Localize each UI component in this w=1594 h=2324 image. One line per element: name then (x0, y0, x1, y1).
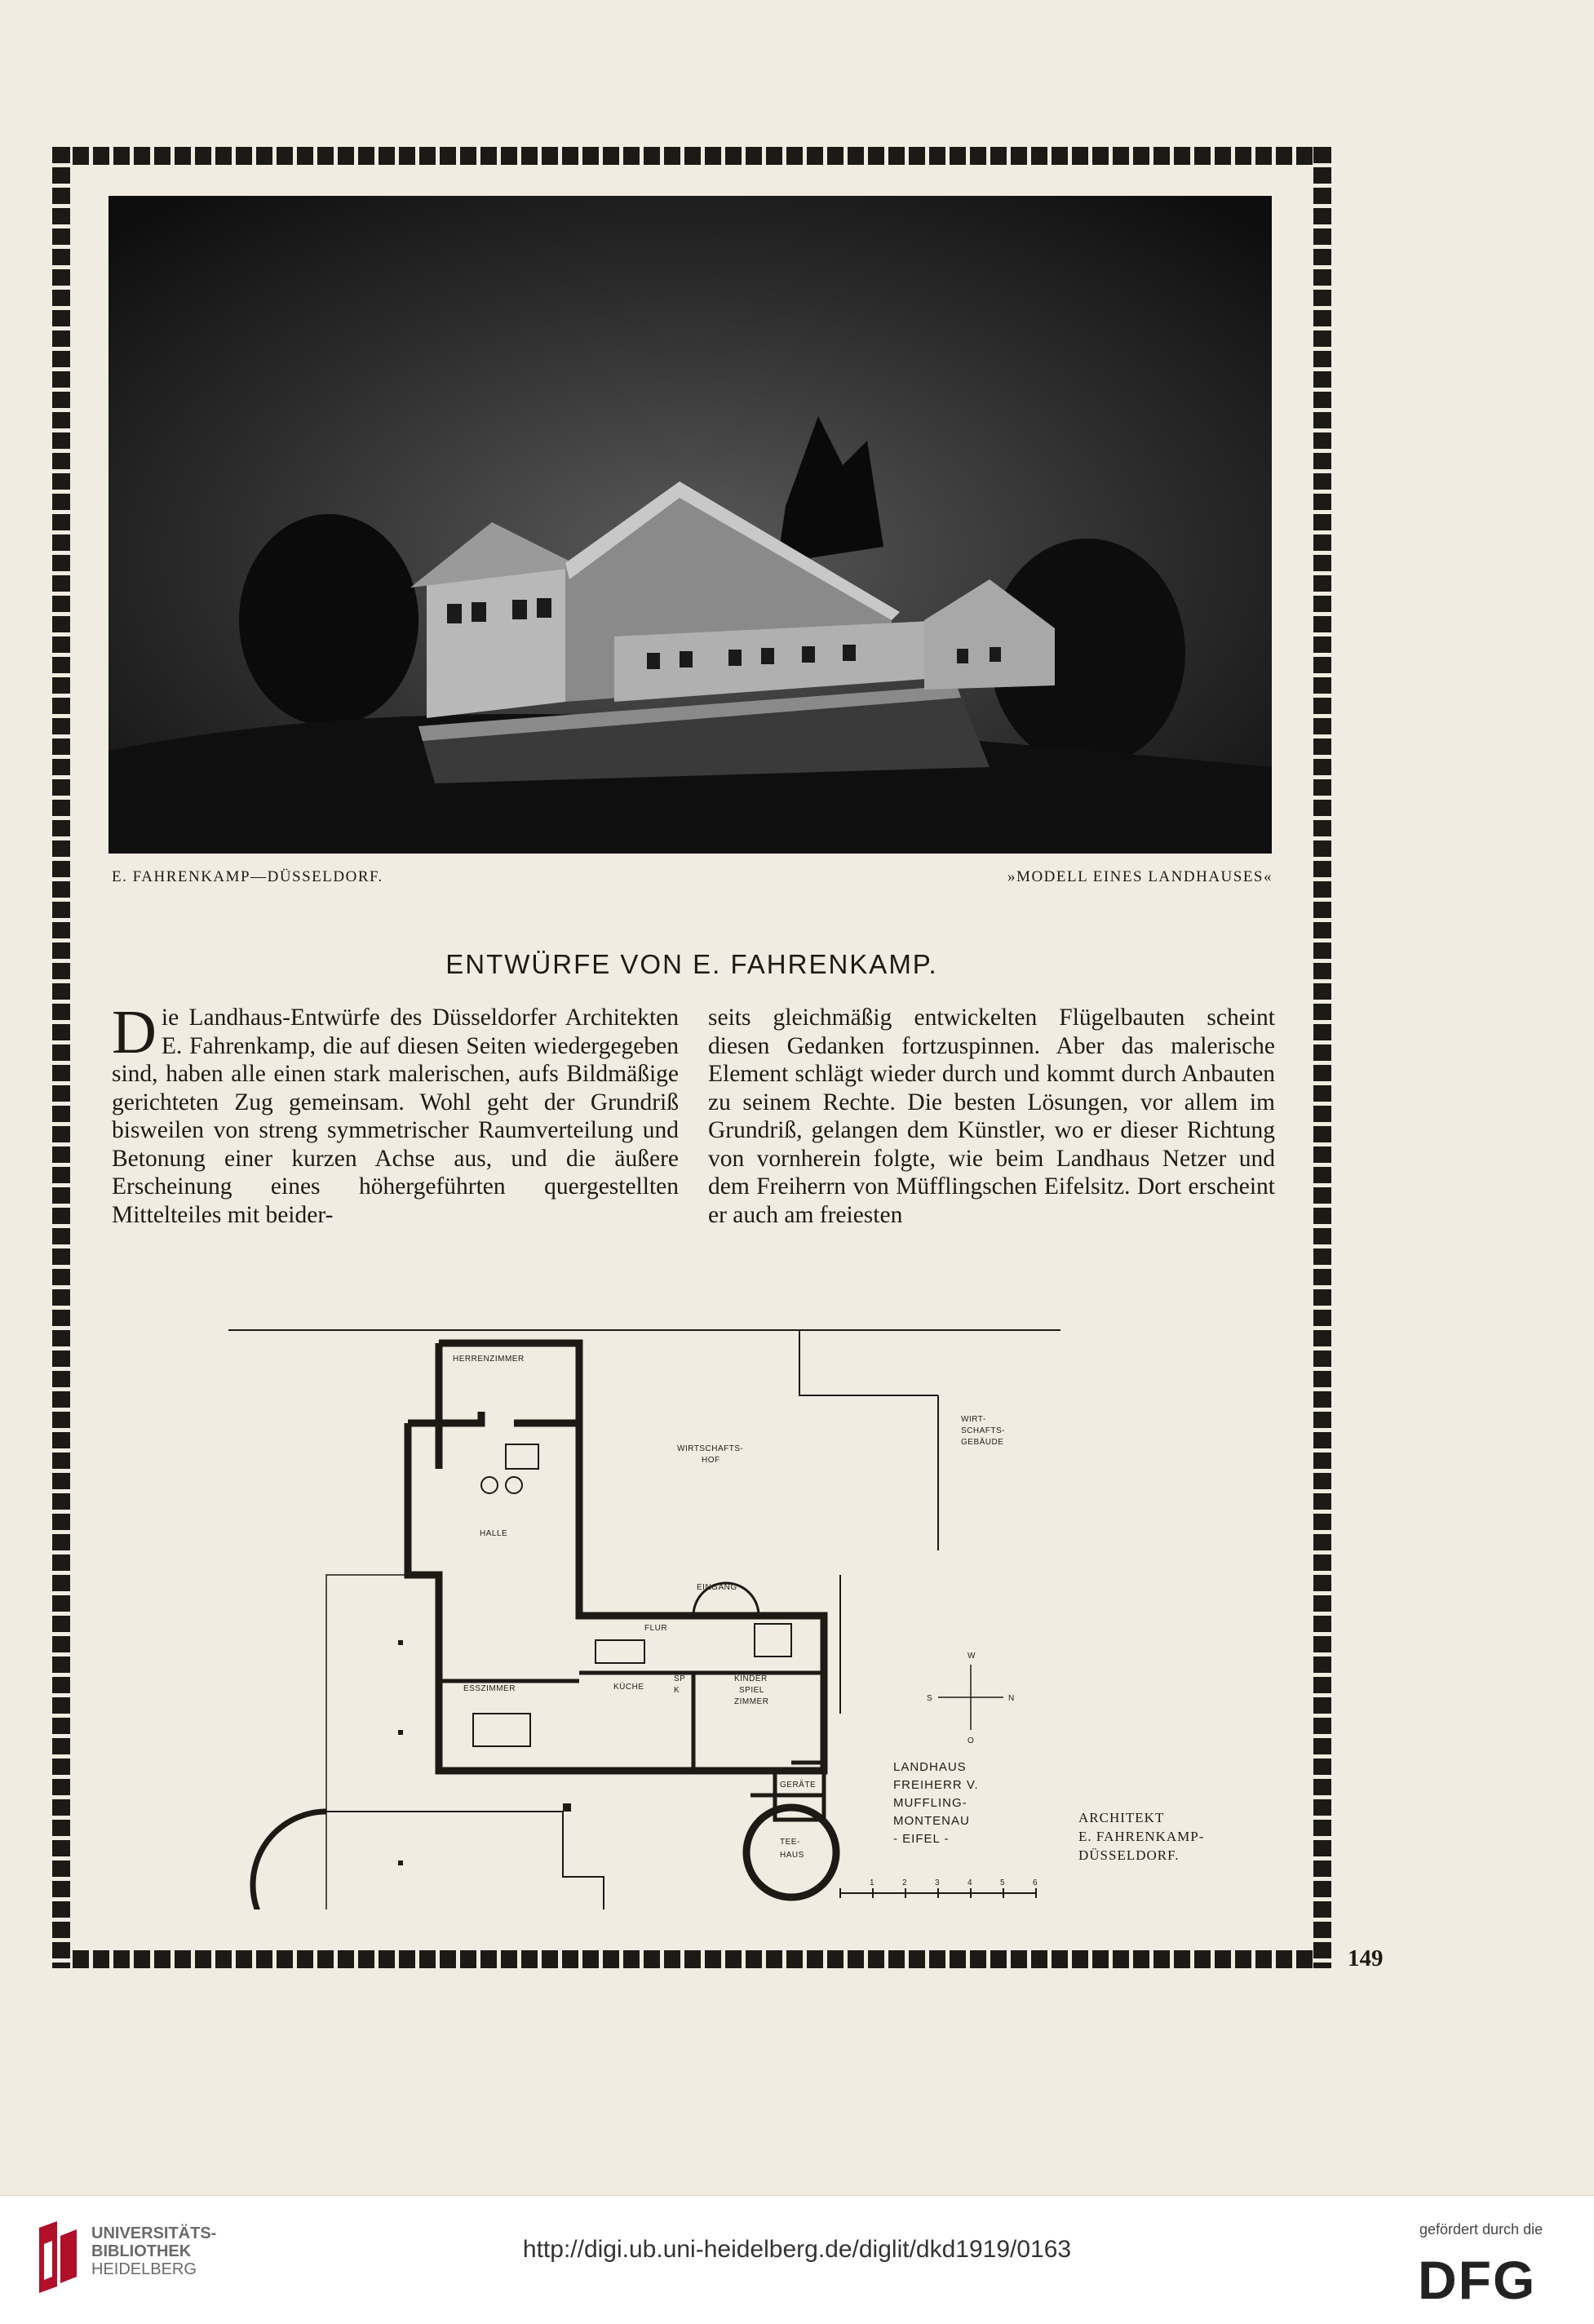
decorative-frame-left (52, 147, 70, 1968)
room-label-flur: FLUR (644, 1624, 668, 1633)
scale-label-3: 3 (935, 1878, 941, 1887)
room-label-gebaude-1: WIRT- (961, 1415, 986, 1424)
scale-label-6: 6 (1033, 1878, 1038, 1887)
funding-note: gefördert durch die (1419, 2221, 1543, 2238)
drop-cap: D (112, 998, 157, 1067)
plan-title-line-3: MUFFLING- (893, 1796, 967, 1810)
article-text-left: ie Landhaus-Entwürfe des Düsseldorfer Architekten E. Fahrenkamp, die auf diesen Seiten wiedergegeben sind, haben alle einen stark malerischen, aufs Bildmäßige gerichteten Zug gemeinsam. Wohl geht der Grundriß bisweilen von streng symmetrischer Raumverteilung und Betonung einer kurzen Achse aus, und die äußere Erscheinung eines höhergeführten quergestellten Mittelteiles mit beider- (112, 1005, 679, 1228)
library-name-line-1: UNIVERSITÄTS- (91, 2224, 217, 2242)
room-label-herrenzimmer: HERRENZIMMER (453, 1355, 525, 1364)
compass-s: S (927, 1694, 933, 1703)
decorative-frame-right (1313, 147, 1331, 1968)
room-label-kinder: KINDER (734, 1674, 768, 1683)
library-name-line-3: HEIDELBERG (91, 2260, 197, 2278)
library-name-line-2: BIBLIOTHEK (91, 2242, 192, 2260)
dfg-logo: DFG (1418, 2250, 1537, 2310)
house-model-photo (108, 196, 1272, 854)
plan-title-line-1: LANDHAUS (893, 1760, 967, 1774)
page-number: 149 (1348, 1945, 1384, 1971)
article-column-right: seits gleichmäßig entwickelten Flügelbauten scheint diesen Gedanken fortzuspinnen. Aber das malerische Element schlägt wieder durch und kommt durch Anbauten zu seinem Rechte. Die besten Lösungen, vor allem im Grundriß, gelangen dem Künstler, wo er dieser Richtung von vornherein folgte, wie beim Landhaus Netzer und dem Freiherrn von Müfflingschen Eifelsitz. Dort erscheint er auch am freiesten (708, 1005, 1275, 1228)
architect-credit-line-1: ARCHITEKT (1078, 1810, 1165, 1825)
article-title: ENTWÜRFE VON E. FAHRENKAMP. (445, 949, 938, 979)
permalink-url[interactable]: http://digi.ub.uni-heidelberg.de/diglit/dkd1919/0163 (522, 2236, 1072, 2263)
room-label-kuche: KÜCHE (613, 1683, 644, 1692)
plan-title-line-2: FREIHERR V. (893, 1778, 979, 1792)
scale-label-4: 4 (967, 1878, 973, 1887)
room-label-sp: SP (674, 1674, 686, 1683)
scale-label-1: 1 (870, 1878, 875, 1887)
room-label-k: K (674, 1686, 680, 1695)
room-label-wirtschaftshof-1: WIRTSCHAFTS- (677, 1444, 744, 1453)
room-label-zimmer: ZIMMER (734, 1697, 769, 1706)
scale-label-5: 5 (1000, 1878, 1006, 1887)
room-label-gebaude-2: SCHAFTS- (961, 1426, 1005, 1435)
room-label-esszimmer: ESSZIMMER (463, 1684, 516, 1693)
room-label-halle: HALLE (480, 1529, 508, 1538)
compass-o: O (967, 1736, 975, 1745)
plan-title-line-4: MONTENAU (893, 1814, 970, 1828)
room-label-spiel: SPIEL (739, 1686, 764, 1695)
room-label-tee: TEE- (780, 1838, 800, 1847)
architect-credit-line-3: DÜSSELDORF. (1078, 1847, 1180, 1863)
article-column-left (112, 998, 679, 1229)
scale-label-2: 2 (902, 1878, 908, 1887)
room-label-wirtschaftshof-2: HOF (702, 1456, 720, 1465)
compass-w: W (967, 1652, 976, 1661)
decorative-frame-bottom (52, 1950, 1331, 1968)
architect-credit (1078, 1808, 1204, 1865)
room-label-eingang: EINGANG (697, 1583, 737, 1592)
decorative-frame-top (52, 147, 1331, 165)
compass-n: N (1008, 1694, 1015, 1703)
architect-credit-line-2: E. FAHRENKAMP- (1078, 1829, 1205, 1844)
plan-title-line-5: - EIFEL - (893, 1832, 950, 1846)
room-label-gerate: GERÄTE (780, 1781, 817, 1790)
room-label-gebaude-3: GEBÄUDE (961, 1438, 1004, 1447)
photo-caption-architect: E. FAHRENKAMP—DÜSSELDORF. (112, 868, 383, 885)
room-label-haus: HAUS (780, 1851, 804, 1860)
photo-caption-title: »MODELL EINES LANDHAUSES« (1007, 868, 1273, 885)
